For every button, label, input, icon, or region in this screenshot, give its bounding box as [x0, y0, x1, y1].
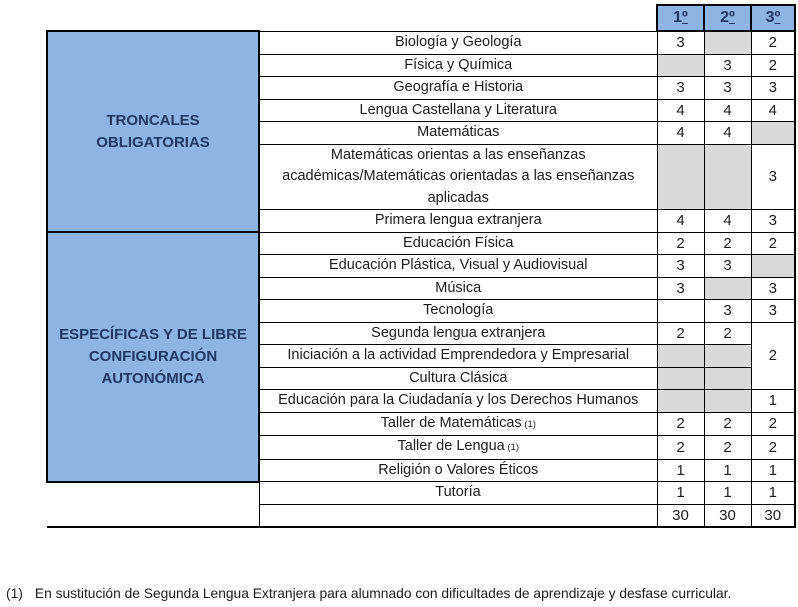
category-cell-especificas: ESPECÍFICAS Y DE LIBRE CONFIGURACIÓN AUTONÓMICA: [47, 232, 259, 482]
empty-gray-cell: [704, 367, 751, 390]
subject-cell: [259, 322, 657, 345]
total-row: [47, 504, 795, 527]
hours-cell: 2: [704, 232, 751, 255]
subject-label: Religión o Valores Éticos: [378, 461, 539, 478]
subject-cell: [259, 232, 657, 255]
subject-label: Iniciación a la actividad Emprendedora y Empresarial: [287, 347, 630, 363]
hours-cell: 2: [657, 412, 704, 436]
hours-cell: 1: [704, 459, 751, 482]
ordinal-indicator: º: [774, 9, 781, 27]
empty-gray-cell: [657, 390, 704, 413]
hours-cell: 4: [751, 99, 795, 122]
hours-cell: 4: [657, 210, 704, 233]
subject-cell: [259, 144, 657, 210]
grade-number: 2: [720, 9, 730, 27]
subject-label: Educación Plástica, Visual y Audiovisual: [329, 257, 588, 273]
hours-cell: 2: [704, 412, 751, 436]
subject-cell: [259, 277, 657, 300]
ordinal-indicator: º: [729, 9, 735, 27]
subject-cell: [259, 482, 657, 505]
ordinal-indicator: º: [682, 9, 688, 27]
subject-cell: [259, 54, 657, 77]
curriculum-table: [46, 4, 796, 528]
subject-label: Educación para la Ciudadanía y los Derechos Humanos: [278, 392, 639, 408]
empty-gray-cell: [657, 54, 704, 77]
subject-label: Física y Química: [404, 56, 513, 73]
hours-cell: 2: [751, 412, 795, 436]
hours-cell: 3: [751, 300, 795, 323]
footnote-reference: (1): [521, 418, 536, 430]
grade-header-3: [751, 5, 795, 31]
grade-number: 1: [673, 9, 683, 27]
hours-cell: 3: [704, 77, 751, 100]
empty-gray-cell: [657, 367, 704, 390]
hours-cell: 4: [657, 99, 704, 122]
grade-number: 3: [765, 9, 775, 27]
hours-cell: 3: [751, 210, 795, 233]
header-spacer: [47, 5, 657, 31]
hours-cell: 1: [751, 482, 795, 505]
subject-label: Música: [435, 279, 482, 296]
empty-gray-cell: [657, 144, 704, 210]
hours-cell: 1: [751, 390, 795, 413]
hours-cell: 2: [751, 322, 795, 390]
hours-cell: 2: [751, 232, 795, 255]
subject-label: Taller de Lengua: [397, 438, 505, 454]
subject-label: Educación Física: [403, 234, 514, 251]
hours-cell: 4: [657, 122, 704, 145]
empty-gray-cell: [751, 255, 795, 278]
subject-cell: [259, 31, 657, 54]
empty-gray-cell: [657, 345, 704, 368]
hours-cell: 3: [751, 277, 795, 300]
subject-cell: [259, 436, 657, 460]
hours-cell: 3: [704, 255, 751, 278]
hours-cell: 3: [704, 54, 751, 77]
subject-label: Biología y Geología: [394, 33, 522, 50]
subject-label: Geografía e Historia: [393, 79, 524, 95]
footnote-text: En sustitución de Segunda Lengua Extranjera para alumnado con dificultades de aprendizaje y desfase curricular.: [34, 586, 732, 601]
subject-cell: [259, 122, 657, 145]
subject-cell: [259, 367, 657, 390]
hours-cell: 4: [704, 210, 751, 233]
subject-cell: [259, 412, 657, 436]
footnote-marker: (1): [6, 586, 23, 601]
hours-cell: 1: [704, 482, 751, 505]
hours-cell: 2: [751, 436, 795, 460]
category-spacer: [47, 482, 259, 505]
hours-cell: 3: [657, 277, 704, 300]
hours-cell: [657, 300, 704, 323]
category-spacer: [47, 504, 259, 527]
subject-cell: [259, 255, 657, 278]
footnote-reference: (1): [504, 442, 519, 453]
hours-cell: 3: [704, 300, 751, 323]
total-hours-cell: 30: [657, 504, 704, 527]
subject-label: Taller de Matemáticas: [380, 414, 522, 431]
total-hours-cell: 30: [751, 504, 795, 527]
subject-label: Segunda lengua extranjera: [371, 324, 546, 341]
table-row: [47, 232, 795, 255]
hours-cell: 2: [751, 54, 795, 77]
hours-cell: 3: [751, 144, 795, 210]
hours-cell: 3: [657, 255, 704, 278]
hours-cell: 2: [657, 436, 704, 460]
subject-cell: [259, 300, 657, 323]
subject-label: Matemáticas orientas a las enseñanzas académicas/Matemáticas orientadas a las enseñanzas aplicadas: [282, 146, 635, 206]
subject-cell: [259, 77, 657, 100]
hours-cell: 1: [657, 482, 704, 505]
hours-cell: 2: [751, 31, 795, 54]
hours-cell: 2: [657, 232, 704, 255]
subject-label: Lengua Castellana y Literatura: [359, 101, 557, 118]
hours-cell: 4: [704, 99, 751, 122]
subject-label: Matemáticas: [417, 124, 500, 140]
hours-cell: 3: [657, 31, 704, 54]
table-row: [47, 31, 795, 54]
total-label-cell: [259, 504, 657, 527]
hours-cell: 3: [751, 77, 795, 100]
hours-cell: 3: [657, 77, 704, 100]
hours-cell: 1: [751, 459, 795, 482]
empty-gray-cell: [704, 390, 751, 413]
empty-gray-cell: [704, 31, 751, 54]
total-hours-cell: 30: [704, 504, 751, 527]
subject-cell: [259, 459, 657, 482]
category-cell-troncales: TRONCALES OBLIGATORIAS: [47, 31, 259, 232]
grade-header-row: [47, 5, 795, 31]
subject-cell: [259, 390, 657, 413]
empty-gray-cell: [704, 345, 751, 368]
empty-gray-cell: [704, 277, 751, 300]
grade-header-1: [657, 5, 704, 31]
hours-cell: 2: [704, 436, 751, 460]
subject-cell: [259, 99, 657, 122]
grade-header-2: [704, 5, 751, 31]
subject-label: Primera lengua extranjera: [374, 212, 542, 228]
subject-label: Tutoría: [435, 484, 481, 500]
footnote: [6, 586, 794, 601]
table-row: [47, 482, 795, 505]
subject-cell: [259, 345, 657, 368]
subject-label: Cultura Clásica: [409, 369, 508, 386]
hours-cell: 2: [704, 322, 751, 345]
empty-gray-cell: [704, 144, 751, 210]
hours-cell: 4: [704, 122, 751, 145]
subject-label: Tecnología: [423, 302, 494, 318]
curriculum-table-wrapper: [46, 4, 796, 528]
hours-cell: 1: [657, 459, 704, 482]
hours-cell: 2: [657, 322, 704, 345]
subject-cell: [259, 210, 657, 233]
empty-gray-cell: [751, 122, 795, 145]
